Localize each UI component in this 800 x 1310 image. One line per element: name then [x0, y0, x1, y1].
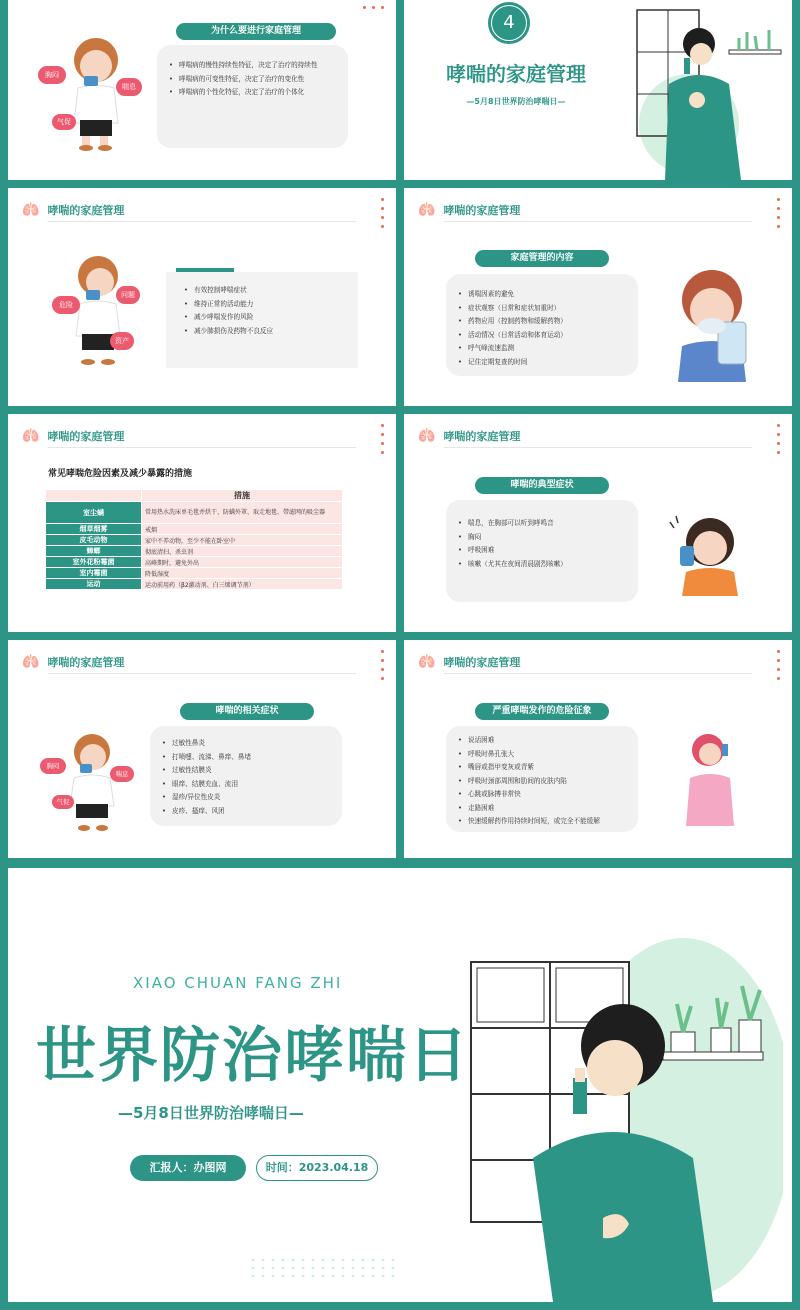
bullet-item: • 胸闷 [458, 531, 638, 545]
bullet-item: • 心跳或脉搏非常快 [458, 788, 638, 802]
content-card [157, 45, 348, 148]
reporter-badge: 汇报人：办图网 [130, 1155, 246, 1181]
bullet-item: • 眼痒、结膜充血、流泪 [162, 778, 342, 792]
bullet-item: • 哮喘病的慢性持续性特征，决定了治疗的持续性 [169, 59, 348, 73]
bullet-item: • 呼吸时鼻孔张大 [458, 748, 638, 762]
decor-dots [381, 198, 384, 228]
woman-with-inhaler-illustration [682, 730, 742, 826]
risk-factor-cell: 皮毛动物 [46, 535, 142, 546]
bullet-item: • 维持正常的活动能力 [184, 298, 358, 312]
slide-risk-factors [8, 414, 396, 632]
risk-factor-table [45, 489, 343, 590]
cover-title: 世界防治哮喘日 [36, 1021, 470, 1091]
header-divider [48, 221, 356, 222]
bullet-item: • 呼吸时颈部周围和肋间的皮肤内陷 [458, 775, 638, 789]
decor-dots [381, 650, 384, 680]
risk-factor-cell: 室内霉菌 [46, 568, 142, 579]
header-title: 哮喘的家庭管理 [47, 430, 125, 443]
table-header-row [46, 490, 343, 502]
header-title: 哮喘的家庭管理 [443, 204, 521, 217]
table-subtitle: 常见哮喘危险因素及减少暴露的措施 [48, 469, 193, 479]
slide-header [22, 654, 124, 670]
table-header-blank [46, 490, 142, 502]
slide-why-home-management [8, 0, 396, 180]
slide-management-goals [8, 188, 396, 406]
cover-subtitle: —5月8日世界防治哮喘日— [118, 1104, 304, 1122]
risk-factor-cell: 运动 [46, 579, 142, 590]
table-row [46, 579, 343, 590]
slide-danger-signs [404, 640, 792, 858]
symptom-tag-1: 胸闷 [38, 66, 66, 84]
table-row [46, 524, 343, 535]
slide-cover [8, 868, 792, 1302]
symptom-tag-1: 危险 [52, 296, 80, 314]
symptom-tag-3: 气促 [52, 795, 74, 809]
bullet-item: • 呼气峰流速监测 [458, 342, 638, 356]
bullet-item: • 走路困难 [458, 802, 638, 816]
slide-header [22, 202, 124, 218]
measure-cell: 降低湿度 [142, 568, 343, 579]
table-row [46, 502, 343, 524]
bullet-item: • 记住定期复查的时间 [458, 356, 638, 370]
header-divider [444, 673, 752, 674]
bullet-item: • 诱喘因素的避免 [458, 288, 638, 302]
risk-factor-cell: 室尘螨 [46, 502, 142, 524]
symptom-tag-2: 喘息 [110, 766, 134, 782]
slide-typical-symptoms [404, 414, 792, 632]
symptom-tag-2: 喘息 [116, 78, 142, 96]
symptom-tag-3: 资产 [110, 332, 134, 350]
bullet-item: • 咳嗽（尤其在夜间清晨剧烈咳嗽） [458, 558, 638, 572]
bullet-item: • 减少哮喘发作的风险 [184, 311, 358, 325]
table-row [46, 568, 343, 579]
content-card [446, 726, 638, 832]
section-pill: 家庭管理的内容 [475, 250, 609, 267]
section-title: 哮喘的家庭管理 [446, 62, 586, 86]
slide-related-symptoms [8, 640, 396, 858]
measure-cell: 常用热水洗床单毛毯并烘干、防螨外罩、取走地毯、带滤网的吸尘器 [142, 502, 343, 524]
content-card [446, 500, 638, 602]
measure-cell: 戒烟 [142, 524, 343, 535]
man-with-inhaler-illustration [629, 4, 789, 180]
header-divider [444, 221, 752, 222]
measure-cell: 家中不养动物，至少不能在卧室中 [142, 535, 343, 546]
section-subtitle: —5月8日世界防治哮喘日— [466, 97, 566, 106]
header-divider [444, 447, 752, 448]
decor-dots [777, 198, 780, 228]
symptom-tag-2: 问题 [116, 286, 140, 304]
lungs-icon: 🫁 [22, 202, 40, 218]
slide-header [418, 428, 520, 444]
bullet-item: • 过敏性鼻炎 [162, 737, 342, 751]
risk-factor-cell: 烟草烟雾 [46, 524, 142, 535]
lungs-icon: 🫁 [418, 654, 436, 670]
bullet-item: • 有效控制哮喘症状 [184, 284, 358, 298]
header-divider [48, 447, 356, 448]
measure-cell: 高峰期时，避免外出 [142, 557, 343, 568]
bullet-item: • 活动情况（日常活动和体育运动） [458, 329, 638, 343]
bullet-item: • 皮疹、搔痒、风团 [162, 805, 342, 819]
bullet-item: • 快速缓解药作用持续时间短，或完全不能缓解 [458, 815, 638, 829]
section-pill: 哮喘的典型症状 [475, 477, 609, 494]
risk-factor-cell: 蟑螂 [46, 546, 142, 557]
measure-cell: 彻底清扫、杀虫剂 [142, 546, 343, 557]
slide-management-content [404, 188, 792, 406]
table-row [46, 546, 343, 557]
section-pill: 严重哮喘发作的危险征象 [475, 703, 609, 720]
header-title: 哮喘的家庭管理 [443, 656, 521, 669]
section-number: 4 [492, 6, 526, 40]
slide-header [418, 654, 520, 670]
man-with-inhaler-illustration [463, 928, 783, 1302]
section-pill: 为什么要进行家庭管理 [176, 23, 336, 40]
header-title: 哮喘的家庭管理 [47, 204, 125, 217]
decor-dots [381, 424, 384, 454]
bullet-item: • 说话困难 [458, 734, 638, 748]
bullet-item: • 呼吸困难 [458, 544, 638, 558]
slide-header [22, 428, 124, 444]
risk-factor-cell: 室外花粉霉菌 [46, 557, 142, 568]
lungs-icon: 🫁 [22, 428, 40, 444]
table-row [46, 557, 343, 568]
content-card [150, 726, 342, 826]
decor-dots [777, 424, 780, 454]
section-pill: 哮喘的相关症状 [180, 703, 314, 720]
bullet-item: • 药物应用（控制药物和缓解药物） [458, 315, 638, 329]
crying-child-inhaler-illustration [666, 512, 746, 596]
date-badge: 时间：2023.04.18 [256, 1155, 378, 1181]
content-card [446, 274, 638, 376]
lungs-icon: 🫁 [22, 654, 40, 670]
measure-cell: 运动前用药（β2激动剂、白三烯调节剂） [142, 579, 343, 590]
header-divider [48, 673, 356, 674]
boy-with-nebulizer-illustration [672, 266, 756, 382]
decor-dots [777, 650, 780, 680]
content-card [166, 272, 358, 368]
lungs-icon: 🫁 [418, 202, 436, 218]
header-title: 哮喘的家庭管理 [443, 430, 521, 443]
header-title: 哮喘的家庭管理 [47, 656, 125, 669]
table-row [46, 535, 343, 546]
section-number-circle [488, 2, 530, 44]
bullet-item: • 哮喘病的可变性特征，决定了治疗的变化性 [169, 73, 348, 87]
bullet-item: • 湿疹/异位性皮炎 [162, 791, 342, 805]
table-column-header: 措施 [142, 490, 343, 502]
slide-header [418, 202, 520, 218]
decor-dots [363, 6, 384, 9]
bullet-item: • 哮喘病的个性化特征，决定了治疗的个体化 [169, 86, 348, 100]
bullet-item: • 减少肺损伤及药物不良反应 [184, 325, 358, 339]
bullet-item: • 喘息，在胸部可以听到哮鸣音 [458, 517, 638, 531]
decor-dot-grid [248, 1256, 398, 1280]
cover-pinyin: XIAO CHUAN FANG ZHI [133, 974, 343, 992]
bullet-item: • 嘴唇或指甲变灰或青紫 [458, 761, 638, 775]
slide-section-title [404, 0, 792, 180]
bullet-item: • 打喷嚏、流涕、鼻痒、鼻堵 [162, 751, 342, 765]
symptom-tag-3: 气促 [52, 114, 76, 130]
lungs-icon: 🫁 [418, 428, 436, 444]
symptom-tag-1: 胸闷 [40, 758, 66, 774]
bullet-item: • 过敏性结膜炎 [162, 764, 342, 778]
bullet-item: • 症状观察（日常和症状加重时） [458, 302, 638, 316]
